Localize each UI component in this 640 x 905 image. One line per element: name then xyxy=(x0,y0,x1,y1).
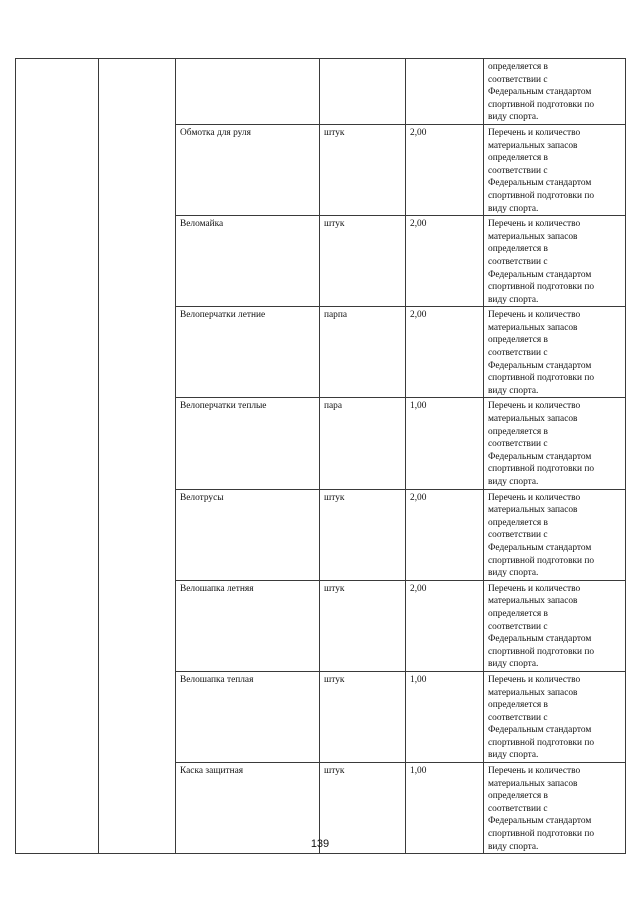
merged-cell-col2 xyxy=(99,59,176,854)
merged-cell-col1 xyxy=(16,59,99,854)
note-cell: Перечень и количество материальных запасов определяется в соответствии с Федеральным стандартом спортивной подготовки по виду спорта. xyxy=(484,489,626,580)
item-name-cell: Велоперчатки летние xyxy=(176,307,320,398)
item-name-cell: Веломайка xyxy=(176,216,320,307)
unit-cell: штук xyxy=(320,216,406,307)
note-cell: Перечень и количество материальных запасов определяется в соответствии с Федеральным стандартом спортивной подготовки по виду спорта. xyxy=(484,307,626,398)
table-row xyxy=(16,59,626,125)
unit-cell: штук xyxy=(320,580,406,671)
unit-cell: штук xyxy=(320,763,406,854)
note-cell: Перечень и количество материальных запасов определяется в соответствии с Федеральным стандартом спортивной подготовки по виду спорта. xyxy=(484,580,626,671)
quantity-cell: 2,00 xyxy=(406,580,484,671)
quantity-cell: 2,00 xyxy=(406,489,484,580)
quantity-cell: 1,00 xyxy=(406,671,484,762)
quantity-cell: 2,00 xyxy=(406,307,484,398)
item-name-cell: Велошапка летняя xyxy=(176,580,320,671)
item-name-cell xyxy=(176,59,320,125)
item-name-cell: Велошапка теплая xyxy=(176,671,320,762)
quantity-cell: 2,00 xyxy=(406,216,484,307)
unit-cell: штук xyxy=(320,489,406,580)
unit-cell: пара xyxy=(320,398,406,489)
unit-cell: парпа xyxy=(320,307,406,398)
note-cell: определяется в соответствии с Федеральным стандартом спортивной подготовки по виду спорта. xyxy=(484,59,626,125)
materials-table xyxy=(15,58,626,854)
note-cell: Перечень и количество материальных запасов определяется в соответствии с Федеральным стандартом спортивной подготовки по виду спорта. xyxy=(484,216,626,307)
quantity-cell xyxy=(406,59,484,125)
quantity-cell: 1,00 xyxy=(406,763,484,854)
unit-cell xyxy=(320,59,406,125)
note-cell: Перечень и количество материальных запасов определяется в соответствии с Федеральным стандартом спортивной подготовки по виду спорта. xyxy=(484,671,626,762)
item-name-cell: Велоперчатки теплые xyxy=(176,398,320,489)
unit-cell: штук xyxy=(320,124,406,215)
quantity-cell: 1,00 xyxy=(406,398,484,489)
note-cell: Перечень и количество материальных запасов определяется в соответствии с Федеральным стандартом спортивной подготовки по виду спорта. xyxy=(484,124,626,215)
note-cell: Перечень и количество материальных запасов определяется в соответствии с Федеральным стандартом спортивной подготовки по виду спорта. xyxy=(484,398,626,489)
item-name-cell: Обмотка для руля xyxy=(176,124,320,215)
note-cell: Перечень и количество материальных запасов определяется в соответствии с Федеральным стандартом спортивной подготовки по виду спорта. xyxy=(484,763,626,854)
item-name-cell: Каска защитная xyxy=(176,763,320,854)
page-number: 139 xyxy=(310,838,330,850)
unit-cell: штук xyxy=(320,671,406,762)
item-name-cell: Велотрусы xyxy=(176,489,320,580)
quantity-cell: 2,00 xyxy=(406,124,484,215)
